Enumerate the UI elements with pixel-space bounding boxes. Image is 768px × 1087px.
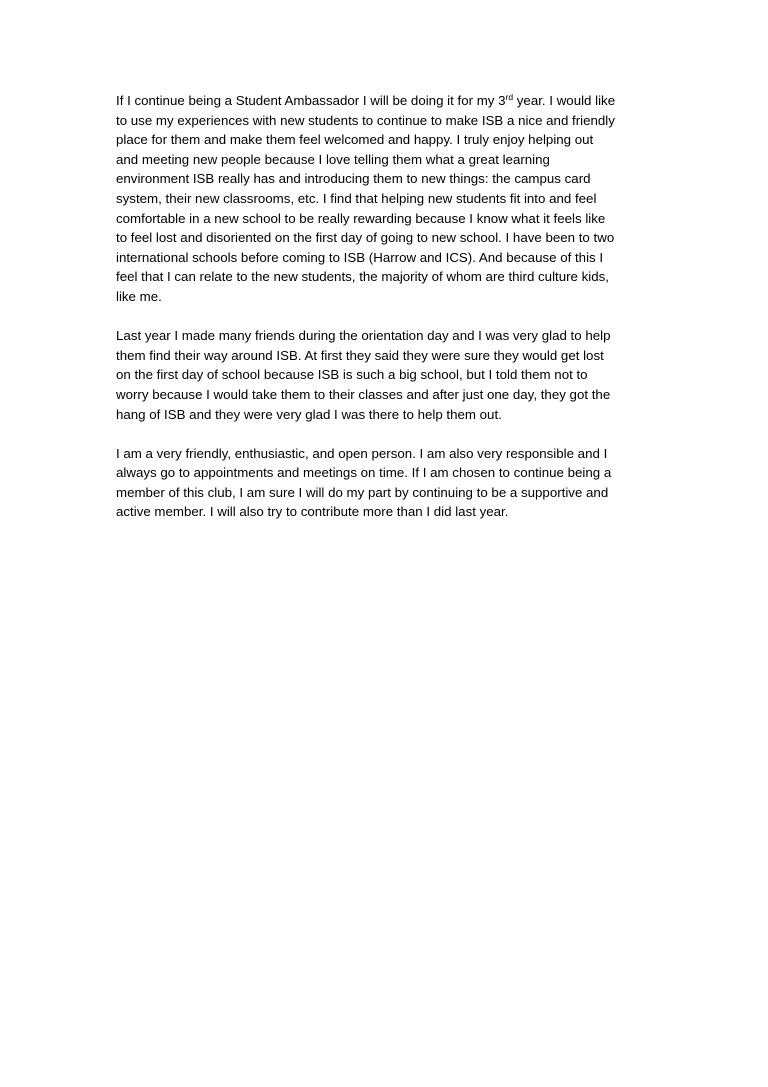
paragraph-line: active member. I will also try to contribute more than I did last year. bbox=[116, 504, 509, 520]
text-run: year. I would like bbox=[513, 93, 616, 108]
paragraph-2 bbox=[116, 326, 676, 424]
paragraph-line: international schools before coming to ISB (Harrow and ICS). And because of this I bbox=[116, 249, 604, 265]
paragraph-line: like me. bbox=[116, 288, 162, 304]
paragraph-line: system, their new classrooms, etc. I find that helping new students fit into and feel bbox=[116, 190, 597, 206]
paragraph-line: member of this club, I am sure I will do my part by continuing to be a supportive and bbox=[116, 484, 609, 500]
paragraph-line bbox=[116, 91, 676, 111]
paragraph-line: to feel lost and disoriented on the first day of going to new school. I have been to two bbox=[116, 230, 615, 246]
paragraph-3 bbox=[116, 444, 676, 522]
paragraph-line: worry because I would take them to their classes and after just one day, they got the bbox=[116, 386, 611, 402]
paragraph-spacer bbox=[116, 424, 676, 444]
document-body bbox=[116, 91, 676, 522]
text-run: If I continue being a Student Ambassador I will be doing it for my 3 bbox=[116, 93, 506, 108]
paragraph-line: on the first day of school because ISB is such a big school, but I told them not to bbox=[116, 367, 588, 383]
paragraph-line: comfortable in a new school to be really rewarding because I know what it feels like bbox=[116, 210, 606, 226]
paragraph-line: hang of ISB and they were very glad I was there to help them out. bbox=[116, 406, 502, 422]
paragraph-1 bbox=[116, 91, 676, 307]
paragraph-line: I am a very friendly, enthusiastic, and open person. I am also very responsible and I bbox=[116, 445, 608, 461]
paragraph-line: always go to appointments and meetings on time. If I am chosen to continue being a bbox=[116, 465, 612, 481]
paragraph-line: and meeting new people because I love telling them what a great learning bbox=[116, 151, 550, 167]
paragraph-line: place for them and make them feel welcomed and happy. I truly enjoy helping out bbox=[116, 132, 594, 148]
paragraph-line: Last year I made many friends during the orientation day and I was very glad to help bbox=[116, 328, 611, 344]
paragraph-line: environment ISB really has and introducing them to new things: the campus card bbox=[116, 171, 591, 187]
paragraph-line: feel that I can relate to the new students, the majority of whom are third culture kids, bbox=[116, 269, 609, 285]
superscript-ordinal: rd bbox=[505, 92, 514, 102]
paragraph-line: them find their way around ISB. At first they said they were sure they would get lost bbox=[116, 347, 604, 363]
paragraph-line: to use my experiences with new students to continue to make ISB a nice and friendly bbox=[116, 112, 615, 128]
paragraph-spacer bbox=[116, 307, 676, 327]
